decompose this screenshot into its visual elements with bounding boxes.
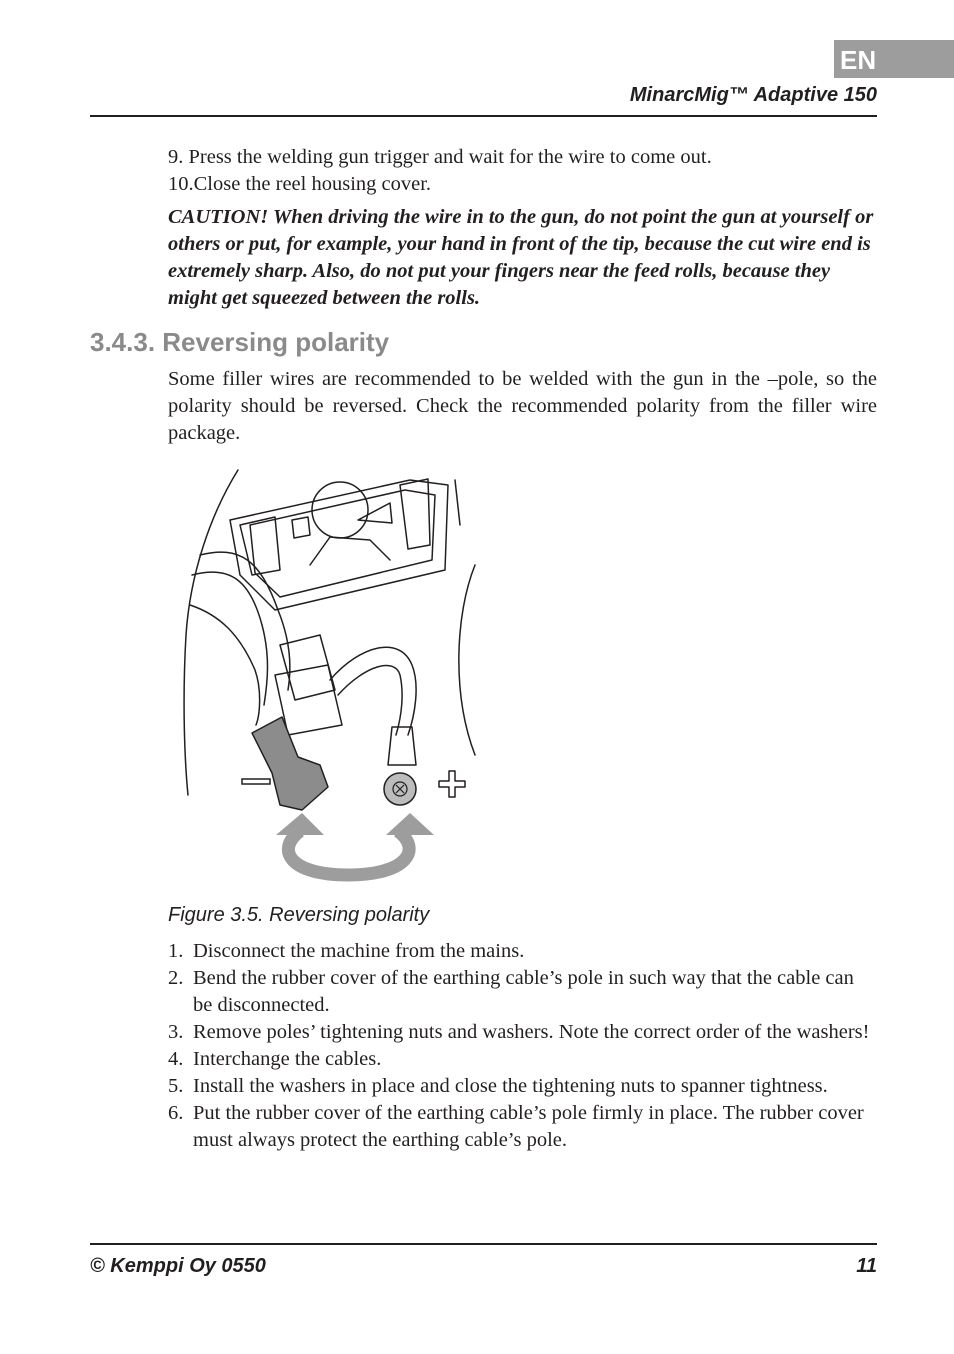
- list-item: 10.Close the reel housing cover.: [168, 173, 432, 195]
- housing-edge: [459, 565, 475, 755]
- section-heading: 3.4.3. Reversing polarity: [90, 327, 390, 357]
- step-text: Remove poles’ tightening nuts and washers. Note the correct order of the washers!: [193, 1021, 870, 1043]
- housing-outline: [184, 470, 238, 795]
- list-item: [168, 1046, 878, 1073]
- step-number: 2.: [168, 967, 184, 989]
- caution-text: CAUTION! When driving the wire in to the gun, do not point the gun at yourself or others or put, for example, your hand in front of the tip, because the cut wire end is extremely sharp. Also, do not put your fingers near the feed rolls, because they might get squeezed between the rolls.: [168, 206, 874, 309]
- plus-lug: [388, 727, 416, 765]
- swap-arrow-icon: [276, 813, 434, 875]
- step-number: 1.: [168, 940, 184, 962]
- center-socket: [312, 482, 368, 538]
- page-number: 11: [856, 1255, 877, 1277]
- figure-caption: Figure 3.5. Reversing polarity: [168, 904, 430, 926]
- list-item: [168, 1073, 878, 1100]
- footer-copyright: © Kemppi Oy 0550: [90, 1255, 266, 1277]
- minus-sign-icon: [242, 779, 270, 784]
- header-rule: [90, 115, 877, 117]
- list-item: [168, 1019, 878, 1046]
- list-item: [168, 1100, 878, 1154]
- list-item: 9. Press the welding gun trigger and wait for the wire to come out.: [168, 146, 712, 168]
- step-text: Bend the rubber cover of the earthing cable’s pole in such way that the cable can be disconnected.: [193, 967, 854, 1016]
- list-item: [168, 938, 878, 965]
- steps-list: [168, 938, 878, 1154]
- list-item: [168, 965, 878, 1019]
- language-tab: EN: [834, 40, 954, 78]
- intro-paragraph: Some filler wires are recommended to be welded with the gun in the –pole, so the polarity should be reversed. Check the recommended polarity from the filler wire package.: [168, 368, 877, 444]
- cable-plus: [330, 647, 416, 735]
- connector-panel: [230, 480, 448, 610]
- step-number: 6.: [168, 1102, 184, 1124]
- minus-connector: [252, 717, 328, 810]
- step-text: Install the washers in place and close the tightening nuts to spanner tightness.: [193, 1075, 828, 1097]
- step-text: Put the rubber cover of the earthing cable’s pole firmly in place. The rubber cover must always protect the earthing cable’s pole.: [193, 1102, 864, 1151]
- document-title: MinarcMig™ Adaptive 150: [629, 84, 877, 106]
- polarity-figure: [180, 465, 480, 890]
- step-number: 3.: [168, 1021, 184, 1043]
- step-number: 5.: [168, 1075, 184, 1097]
- footer-rule: [90, 1243, 877, 1245]
- step-text: Interchange the cables.: [193, 1048, 382, 1070]
- plus-sign-icon: [439, 771, 465, 797]
- step-text: Disconnect the machine from the mains.: [193, 940, 525, 962]
- step-number: 4.: [168, 1048, 184, 1070]
- steps-top-list: [168, 144, 878, 198]
